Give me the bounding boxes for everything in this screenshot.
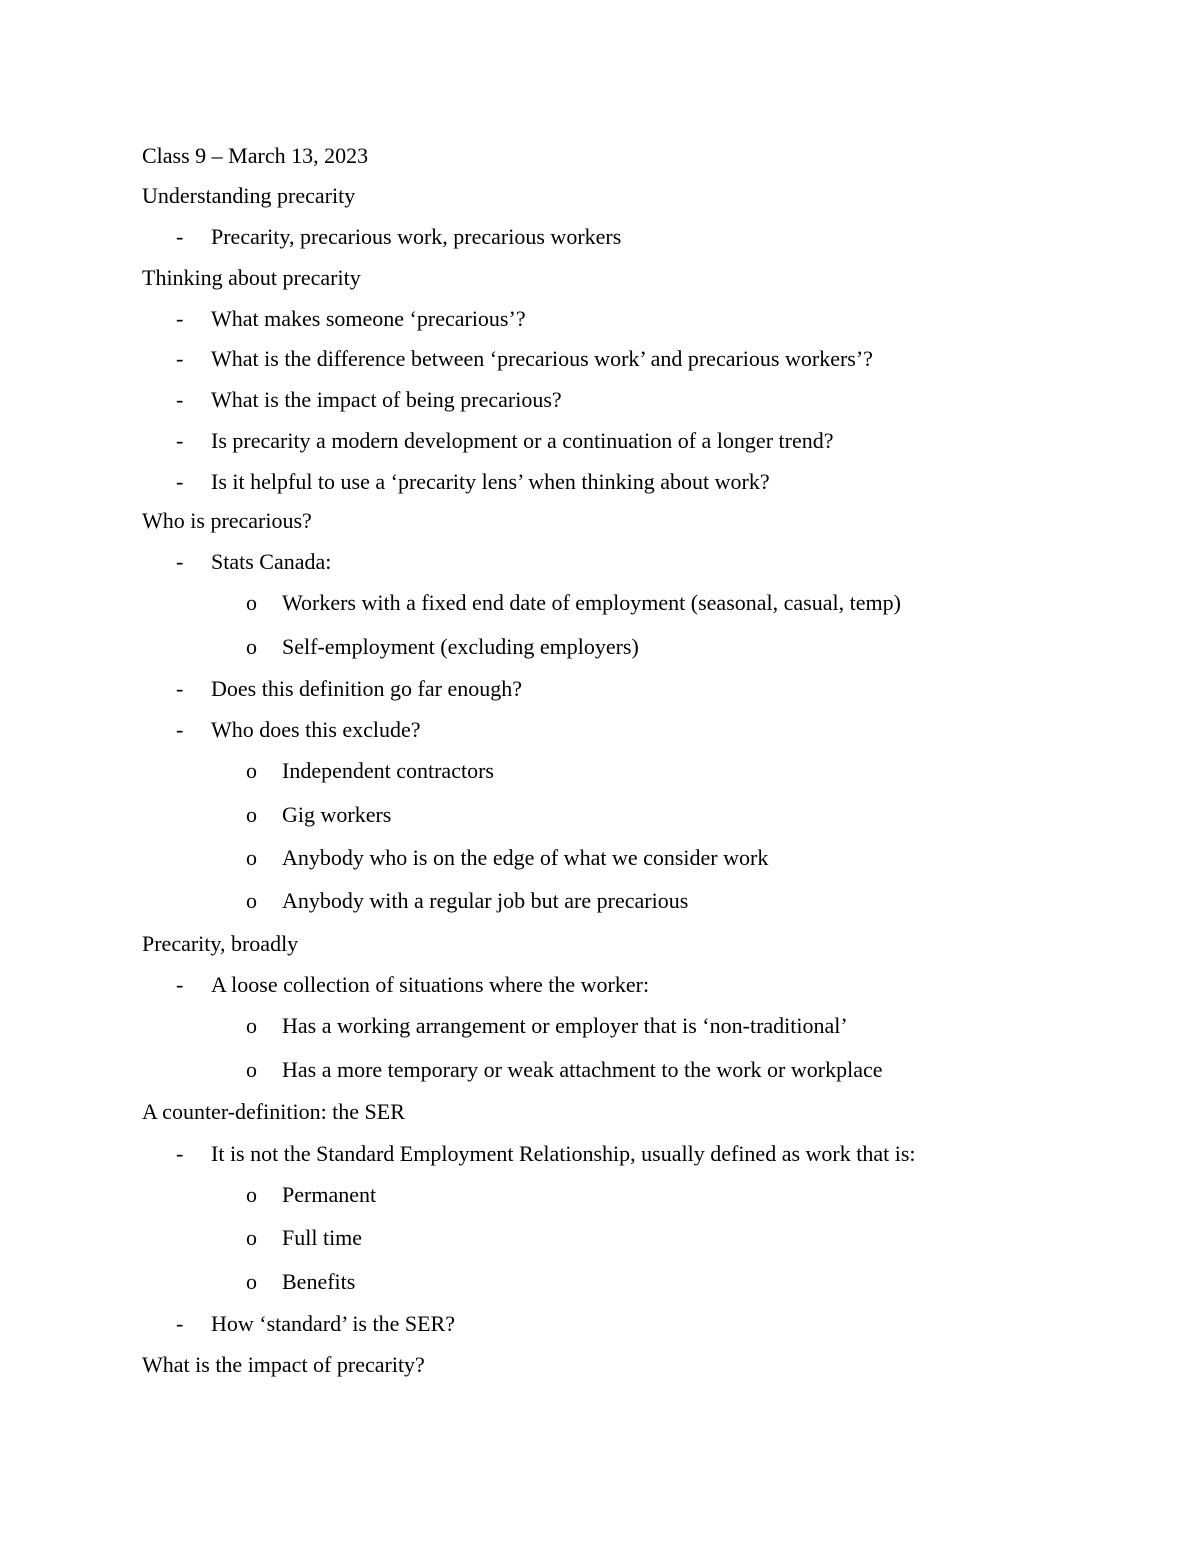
dash-bullet-marker: - [176,306,184,331]
dash-bullet-marker: - [176,676,184,701]
dash-bullet-marker: - [176,346,184,371]
sub-bullet-item: Has a more temporary or weak attachment to the work or workplace [282,1057,883,1082]
bullet-item: What is the difference between ‘precarious work’ and precarious workers’? [211,346,873,371]
bullet-item: Who does this exclude? [211,717,421,742]
section-heading: Precarity, broadly [142,931,299,956]
sub-bullet-item: Self-employment (excluding employers) [282,634,639,659]
circle-bullet-marker: o [246,1057,257,1082]
circle-bullet-marker: o [246,590,257,615]
section-heading: Class 9 – March 13, 2023 [142,143,369,168]
dash-bullet-marker: - [176,428,184,453]
section-heading: Understanding precarity [142,183,356,208]
bullet-item: Stats Canada: [211,549,332,574]
sub-bullet-item: Workers with a fixed end date of employment (seasonal, casual, temp) [282,590,901,615]
sub-bullet-item: Anybody who is on the edge of what we consider work [282,845,769,870]
bullet-item: Is precarity a modern development or a continuation of a longer trend? [211,428,834,453]
circle-bullet-marker: o [246,845,257,870]
circle-bullet-marker: o [246,802,257,827]
dash-bullet-marker: - [176,469,184,494]
bullet-item: It is not the Standard Employment Relationship, usually defined as work that is: [211,1141,916,1166]
circle-bullet-marker: o [246,1013,257,1038]
bullet-item: A loose collection of situations where the worker: [211,972,650,997]
dash-bullet-marker: - [176,717,184,742]
sub-bullet-item: Gig workers [282,802,392,827]
bullet-item: Precarity, precarious work, precarious workers [211,224,622,249]
circle-bullet-marker: o [246,888,257,913]
sub-bullet-item: Permanent [282,1182,377,1207]
bullet-item: What is the impact of being precarious? [211,387,562,412]
sub-bullet-item: Independent contractors [282,758,494,783]
dash-bullet-marker: - [176,549,184,574]
circle-bullet-marker: o [246,1269,257,1294]
section-heading: Who is precarious? [142,508,312,533]
dash-bullet-marker: - [176,224,184,249]
sub-bullet-item: Benefits [282,1269,356,1294]
bullet-item: What makes someone ‘precarious’? [211,306,526,331]
bullet-item: How ‘standard’ is the SER? [211,1311,455,1336]
circle-bullet-marker: o [246,634,257,659]
sub-bullet-item: Full time [282,1225,363,1250]
bullet-item: Does this definition go far enough? [211,676,522,701]
circle-bullet-marker: o [246,1225,257,1250]
sub-bullet-item: Has a working arrangement or employer that is ‘non-traditional’ [282,1013,848,1038]
dash-bullet-marker: - [176,1311,184,1336]
section-heading: A counter-definition: the SER [142,1099,405,1124]
dash-bullet-marker: - [176,1141,184,1166]
dash-bullet-marker: - [176,972,184,997]
dash-bullet-marker: - [176,387,184,412]
circle-bullet-marker: o [246,758,257,783]
bullet-item: Is it helpful to use a ‘precarity lens’ when thinking about work? [211,469,770,494]
section-heading: Thinking about precarity [142,265,361,290]
circle-bullet-marker: o [246,1182,257,1207]
sub-bullet-item: Anybody with a regular job but are precarious [282,888,689,913]
section-heading: What is the impact of precarity? [142,1352,425,1377]
